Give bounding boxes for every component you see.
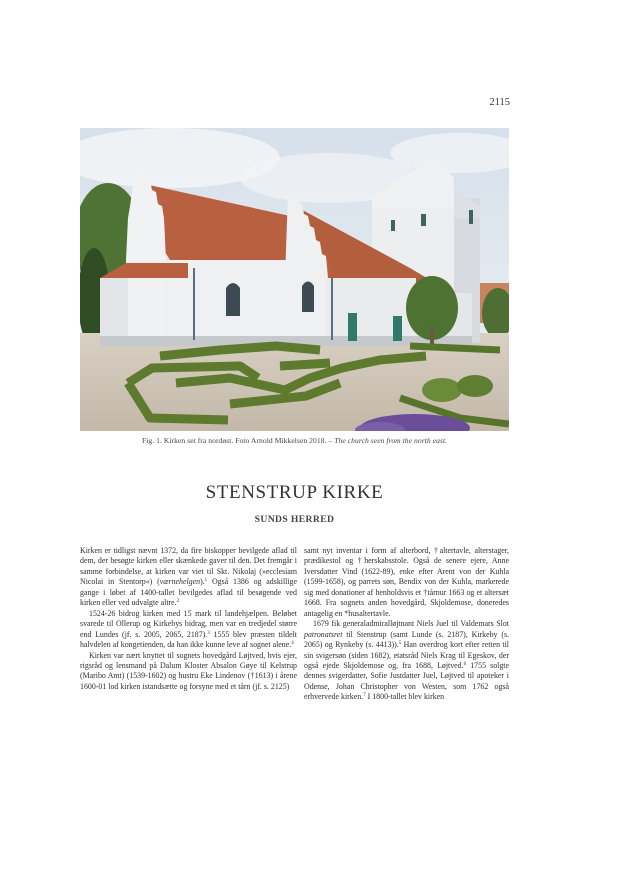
body-column-left <box>80 546 297 692</box>
footnote-marker: 7 <box>363 693 366 699</box>
body-paragraph: samt nyt inventar i form af alterbord, †altertavle, alterstager, prædikestol og †herskabsstole. Også de senere ejere, Anne Iversdatter Vind (1622-89), enke efter Arent von der Kuhla (1599-1658), og parrets søn, Bendix von der Kuhla, markerede sig med donationer af henholdsvis et †tårnur 1663 og et altersæt 1668. Fra sognets anden hovedgård, Skjoldemose, doneredes antagelig en *husaltertavle. <box>304 546 509 618</box>
footnote-marker: 2 <box>176 599 180 605</box>
footnote-marker: 1 <box>204 578 208 584</box>
footnote-marker: 3 <box>207 630 210 636</box>
caption-danish: Fig. 1. Kirken set fra nordøst. Foto Arnold Mikkelsen 2018. – <box>141 436 333 445</box>
church-photo-illustration <box>80 128 509 431</box>
caption-english: The church seen from the north east. <box>334 436 448 445</box>
page-number: 2115 <box>489 97 510 108</box>
italic-term: værnehelgen <box>159 577 201 587</box>
footnote-marker: 6 <box>463 661 467 667</box>
body-column-right <box>304 546 509 703</box>
footnote-marker: 5 <box>398 641 402 647</box>
page-title: STENSTRUP KIRKE <box>205 482 384 503</box>
italic-term: patronatsret <box>304 629 343 639</box>
church-photo <box>80 128 509 431</box>
body-paragraph: Kirken er tidligst nævnt 1372, da fire biskopper bevilgede aflad til dem, der besøgte kirken eller skænkede gaver til den. Det fremgår i samme forbindelse, at kirken var viet til Skt. Nikolaj (»ecclesiam Nicolai in Stentorp«) (værnehelgen).$^1$ Også 1386 og adskillige gange i løbet af 1400-tallet bevilgedes aflad til besøgende ved kirken eller ved udvalgte altre.$^2$ <box>80 546 297 608</box>
footnote-marker: 4 <box>291 641 294 647</box>
body-paragraph: Kirken var nært knyttet til sognets hovedgård Løjtved, hvis ejer, rigsråd og lensmand på Dalum Kloster Absalon Gøye til Kelstrup (Maribo Amt) (1539-1602) og hustru Eke Lindenov (†1613) i årene 1600-01 lod kirken istandsætte og forsyne med et tårn (jf. s. 2125) <box>80 650 297 691</box>
body-paragraph: 1524-26 bidrog kirken med 15 mark til landehjælpen. Beløbet svarede til Ollerup og Kirkebys bidrag, men var en tredjedel større end Lundes (jf. s. 2005, 2065, 2187).$^3$ 1555 blev præsten tildelt halvdelen af kongetienden, da han ikke kunne leve af sognet alene.$^4$ <box>80 608 297 650</box>
figure-caption <box>80 436 509 445</box>
body-paragraph: 1679 fik generaladmiralløjtnant Niels Juel til Valdemars Slot patronatsret til Stenstrup (samt Lunde (s. 2187), Kirkeby (s. 2065) og Rynkeby (s. 4413)).$^5$ Han overdrog kort efter retten til sin svigersøn (siden 1682), etatsråd Niels Krag til Egeskov, der også ejede Skjoldemose og, fra 1688, Løjtved.$^6$ 1755 solgte dennes svigerdatter, Sofie Justdatter Juel, Løjtved til apoteker i Odense, Johan Christopher von Westen, som 1762 også erhvervede kirken.$^7$ I 1800-tallet blev kirken <box>304 619 510 702</box>
page-subtitle: SUNDS HERRED <box>254 514 335 525</box>
